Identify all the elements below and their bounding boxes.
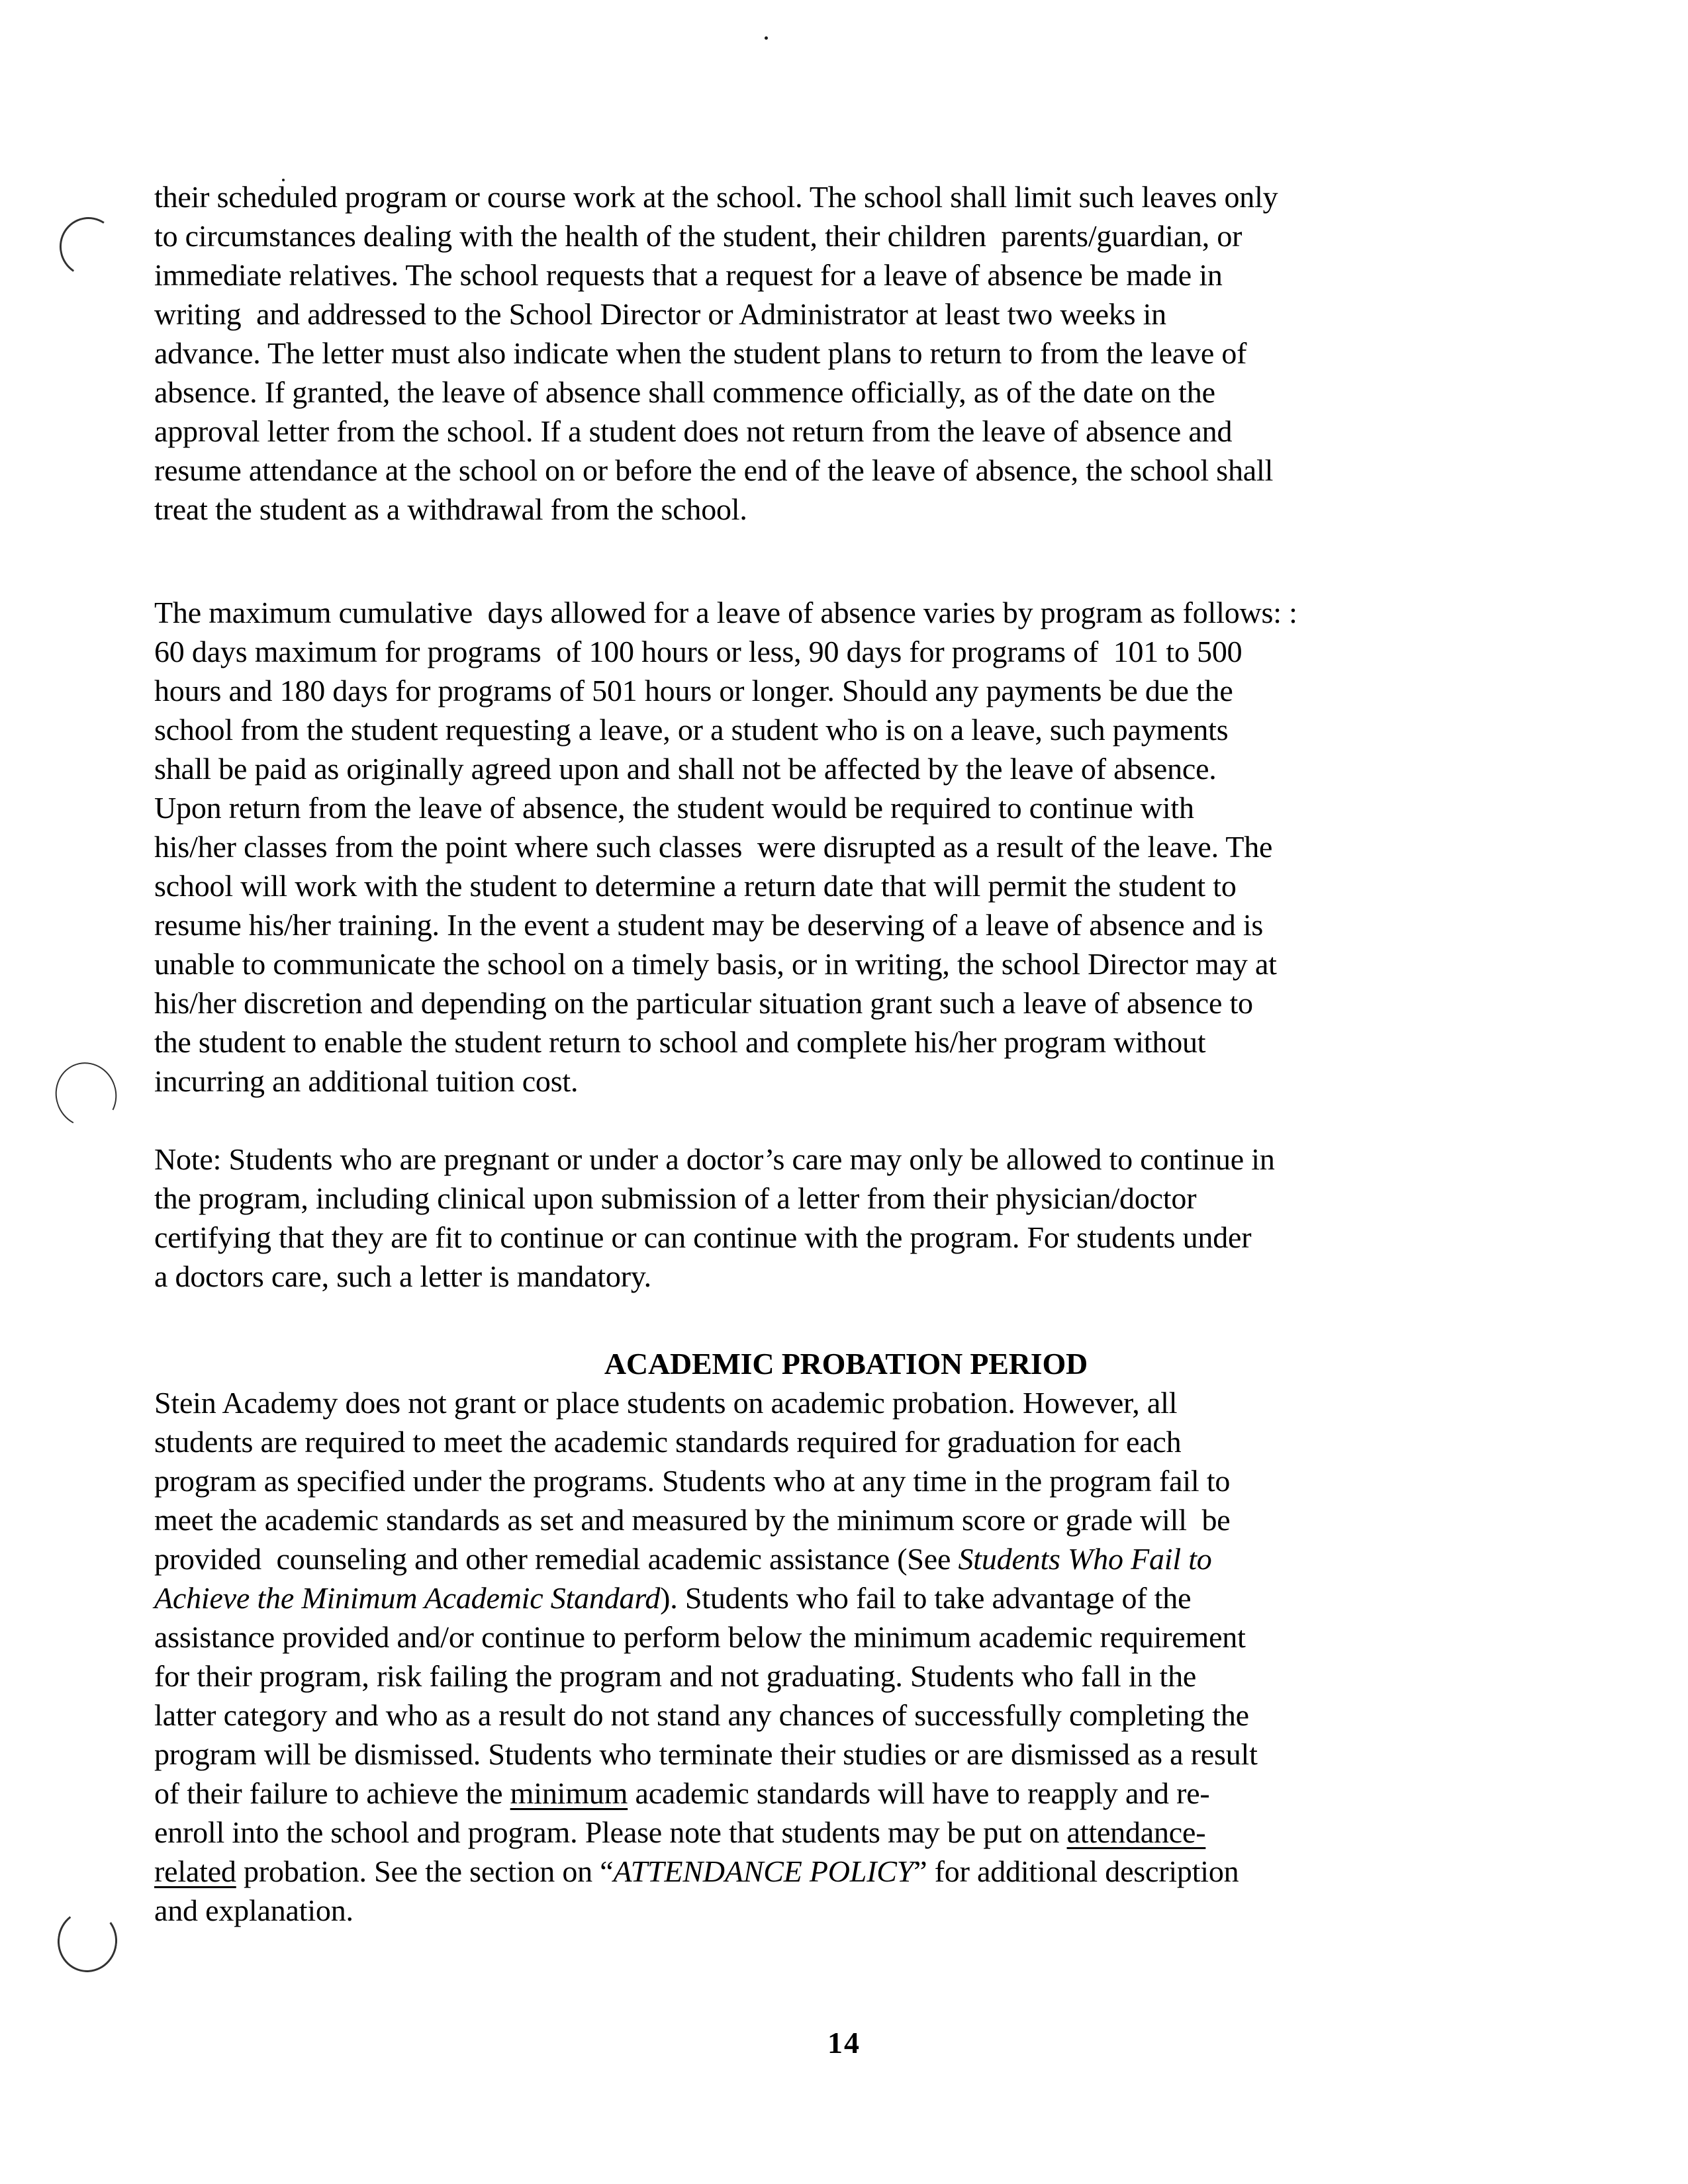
- text-line: related probation. See the section on “ATTENDANCE POLICY” for additional description: [154, 1854, 1239, 1888]
- text-line: provided counseling and other remedial academic assistance (See Students Who Fail to: [154, 1542, 1212, 1576]
- text-line: certifying that they are fit to continue or can continue with the program. For students under: [154, 1220, 1252, 1254]
- text-line: writing and addressed to the School Director or Administrator at least two weeks in: [154, 297, 1166, 331]
- text-line: for their program, risk failing the program and not graduating. Students who fall in the: [154, 1659, 1197, 1693]
- text-line: unable to communicate the school on a timely basis, or in writing, the school Director may at: [154, 947, 1277, 981]
- text-line: his/her discretion and depending on the particular situation grant such a leave of absence to: [154, 986, 1253, 1020]
- text-line: shall be paid as originally agreed upon and shall not be affected by the leave of absence.: [154, 752, 1217, 786]
- academic-probation-paragraph: [154, 1383, 1538, 1930]
- text-line: enroll into the school and program. Please note that students may be put on attendance-: [154, 1815, 1206, 1849]
- text-line: Achieve the Minimum Academic Standard). Students who fail to take advantage of the: [154, 1581, 1192, 1615]
- text-line: 60 days maximum for programs of 100 hours or less, 90 days for programs of 101 to 500: [154, 635, 1243, 668]
- page-number: 14: [827, 2026, 861, 2060]
- text-line: assistance provided and/or continue to perform below the minimum academic requirement: [154, 1620, 1246, 1654]
- text-line: their scheduled program or course work at the school. The school shall limit such leaves only: [154, 180, 1278, 214]
- text-line: approval letter from the school. If a student does not return from the leave of absence and: [154, 414, 1233, 448]
- text-line: school from the student requesting a leave, or a student who is on a leave, such payments: [154, 713, 1229, 747]
- text-line: latter category and who as a result do not stand any chances of successfully completing the: [154, 1698, 1249, 1732]
- text-line: Note: Students who are pregnant or under a doctor’s care may only be allowed to continue in: [154, 1142, 1275, 1176]
- text-line: his/her classes from the point where such classes were disrupted as a result of the leave. The: [154, 830, 1273, 864]
- text-line: Upon return from the leave of absence, the student would be required to continue with: [154, 791, 1194, 825]
- text-line: the student to enable the student return to school and complete his/her program without: [154, 1025, 1206, 1059]
- text-line: resume attendance at the school on or before the end of the leave of absence, the school shall: [154, 453, 1274, 487]
- text-line: The maximum cumulative days allowed for a leave of absence varies by program as follows: :: [154, 596, 1297, 629]
- pen-circle-top-left-icon: [54, 212, 124, 282]
- text-line: Stein Academy does not grant or place students on academic probation. However, all: [154, 1386, 1178, 1420]
- text-line: incurring an additional tuition cost.: [154, 1064, 579, 1098]
- text-line: program will be dismissed. Students who terminate their studies or are dismissed as a result: [154, 1737, 1258, 1771]
- text-line: meet the academic standards as set and measured by the minimum score or grade will be: [154, 1503, 1231, 1537]
- text-line: students are required to meet the academic standards required for graduation for each: [154, 1425, 1182, 1459]
- text-line: advance. The letter must also indicate when the student plans to return to from the leave of: [154, 336, 1247, 370]
- pregnancy-note-paragraph: [154, 1140, 1538, 1296]
- text-line: school will work with the student to determine a return date that will permit the student to: [154, 869, 1237, 903]
- pen-circle-middle-left-icon: [47, 1054, 125, 1135]
- text-line: treat the student as a withdrawal from the school.: [154, 492, 747, 526]
- scan-speck-icon: [765, 36, 768, 40]
- academic-probation-heading: ACADEMIC PROBATION PERIOD: [604, 1347, 1088, 1381]
- document-content: [154, 177, 1538, 1930]
- text-line: the program, including clinical upon submission of a letter from their physician/doctor: [154, 1181, 1197, 1215]
- text-line: absence. If granted, the leave of absence shall commence officially, as of the date on the: [154, 375, 1215, 409]
- text-line: and explanation.: [154, 1893, 353, 1927]
- text-line: hours and 180 days for programs of 501 hours or longer. Should any payments be due the: [154, 674, 1233, 707]
- text-line: to circumstances dealing with the health of the student, their children parents/guardian, or: [154, 219, 1243, 253]
- text-line: resume his/her training. In the event a student may be deserving of a leave of absence and is: [154, 908, 1264, 942]
- text-line: program as specified under the programs. Students who at any time in the program fail to: [154, 1464, 1231, 1498]
- pen-circle-bottom-left-icon: [54, 1906, 121, 1976]
- text-line: of their failure to achieve the minimum academic standards will have to reapply and re-: [154, 1776, 1210, 1810]
- text-line: immediate relatives. The school requests that a request for a leave of absence be made in: [154, 258, 1223, 292]
- leave-duration-paragraph: [154, 593, 1538, 1101]
- leave-of-absence-paragraph: [154, 177, 1538, 529]
- text-line: a doctors care, such a letter is mandatory.: [154, 1259, 651, 1293]
